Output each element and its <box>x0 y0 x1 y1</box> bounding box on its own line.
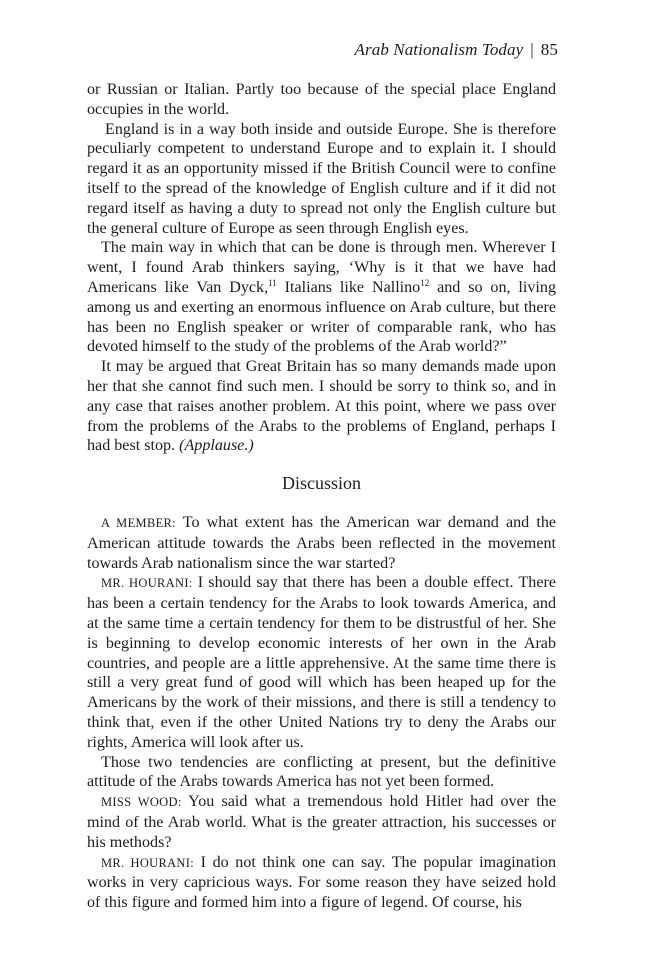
paragraph: England is in a way both inside and outside Europe. She is therefore peculiarly competent to understand Europe and to explain it. I should regard it as an opportunity missed if the British Council were to confine itself to the spread of the knowledge of English culture and if it did not regard itself as having a duty to spread not only the English culture but the general culture of Europe as seen through English eyes. <box>87 120 556 237</box>
discussion-entry <box>87 753 556 793</box>
paragraph <box>87 238 556 357</box>
speaker-name: MR. HOURANI: <box>101 855 194 870</box>
speaker-name: A MEMBER: <box>101 516 176 530</box>
discussion-entry <box>87 573 556 752</box>
paragraph: or Russian or Italian. Partly too because of the special place England occupies in the world. <box>87 81 556 118</box>
section-heading: Discussion <box>281 473 361 493</box>
header-separator: | <box>530 40 534 59</box>
discussion-text <box>87 513 556 913</box>
running-title: Arab Nationalism Today <box>354 40 524 59</box>
discussion-text: To what extent has the American war demand and the American attitude towards the Arabs been reflected in the movement towards Arab nationalism since the war started? <box>87 514 557 572</box>
discussion-text: Those two tendencies are conflicting at present, but the definitive attitude of the Arabs towards America has not yet been formed. <box>87 753 556 791</box>
discussion-entry <box>87 513 556 573</box>
running-header <box>355 40 558 60</box>
paragraph <box>87 357 556 456</box>
speaker-name: MISS WOOD: <box>101 795 182 810</box>
discussion-entry <box>87 792 556 852</box>
speaker-name: MR. HOURANI: <box>101 576 193 591</box>
footnote-ref: 11 <box>268 277 277 288</box>
paragraph-text: and so on, living among us and exerting an enormous influence on Arab culture, but there has been no English speaker or writer of comparable rank, who has devoted himself to the study of the problems of the Arab world?” <box>87 278 556 356</box>
footnote-ref: 12 <box>420 277 430 288</box>
applause-note: (Applause.) <box>179 437 254 455</box>
paragraph-text: Italians like Nallino <box>276 278 421 296</box>
lecture-text <box>87 80 556 456</box>
discussion-text: I should say that there has been a double effect. There has been a certain tendency for the Arabs to look towards America, and at the same time a certain tendency for them to be distrustful of her. She is beginning to develop economic interests of her own in the Arab countries, and people are a little apprehensive. At the same time there is still a very great fund of good will which has been heaped up for the Americans by the work of their missions, and there is still a tendency to think that, even if the other United Nations try to deny the Arabs our rights, America will look after us. <box>87 574 556 751</box>
discussion-text: You said what a tremendous hold Hitler had over the mind of the Arab world. What is the greater attraction, his successes or his methods? <box>87 793 556 851</box>
paragraph-text: It may be argued that Great Britain has so many demands made upon her that she cannot find such men. I should be sorry to think so, and in any case that raises another problem. At this point, where we pass over from the problems of the Arabs to the problems of England, perhaps I had best stop. <box>87 358 556 455</box>
discussion-text: I do not think one can say. The popular imagination works in very capricious ways. For some reason they have seized hold of this figure and formed him into a figure of legend. Of course, his <box>87 853 556 912</box>
discussion-entry <box>87 853 556 913</box>
paragraph-text: The main way in which that can be done is through men. Wherever I went, I found Arab thinkers saying, ‘Why is it that we have had Americans like Van Dyck, <box>87 239 556 296</box>
page-number: 85 <box>540 40 558 59</box>
